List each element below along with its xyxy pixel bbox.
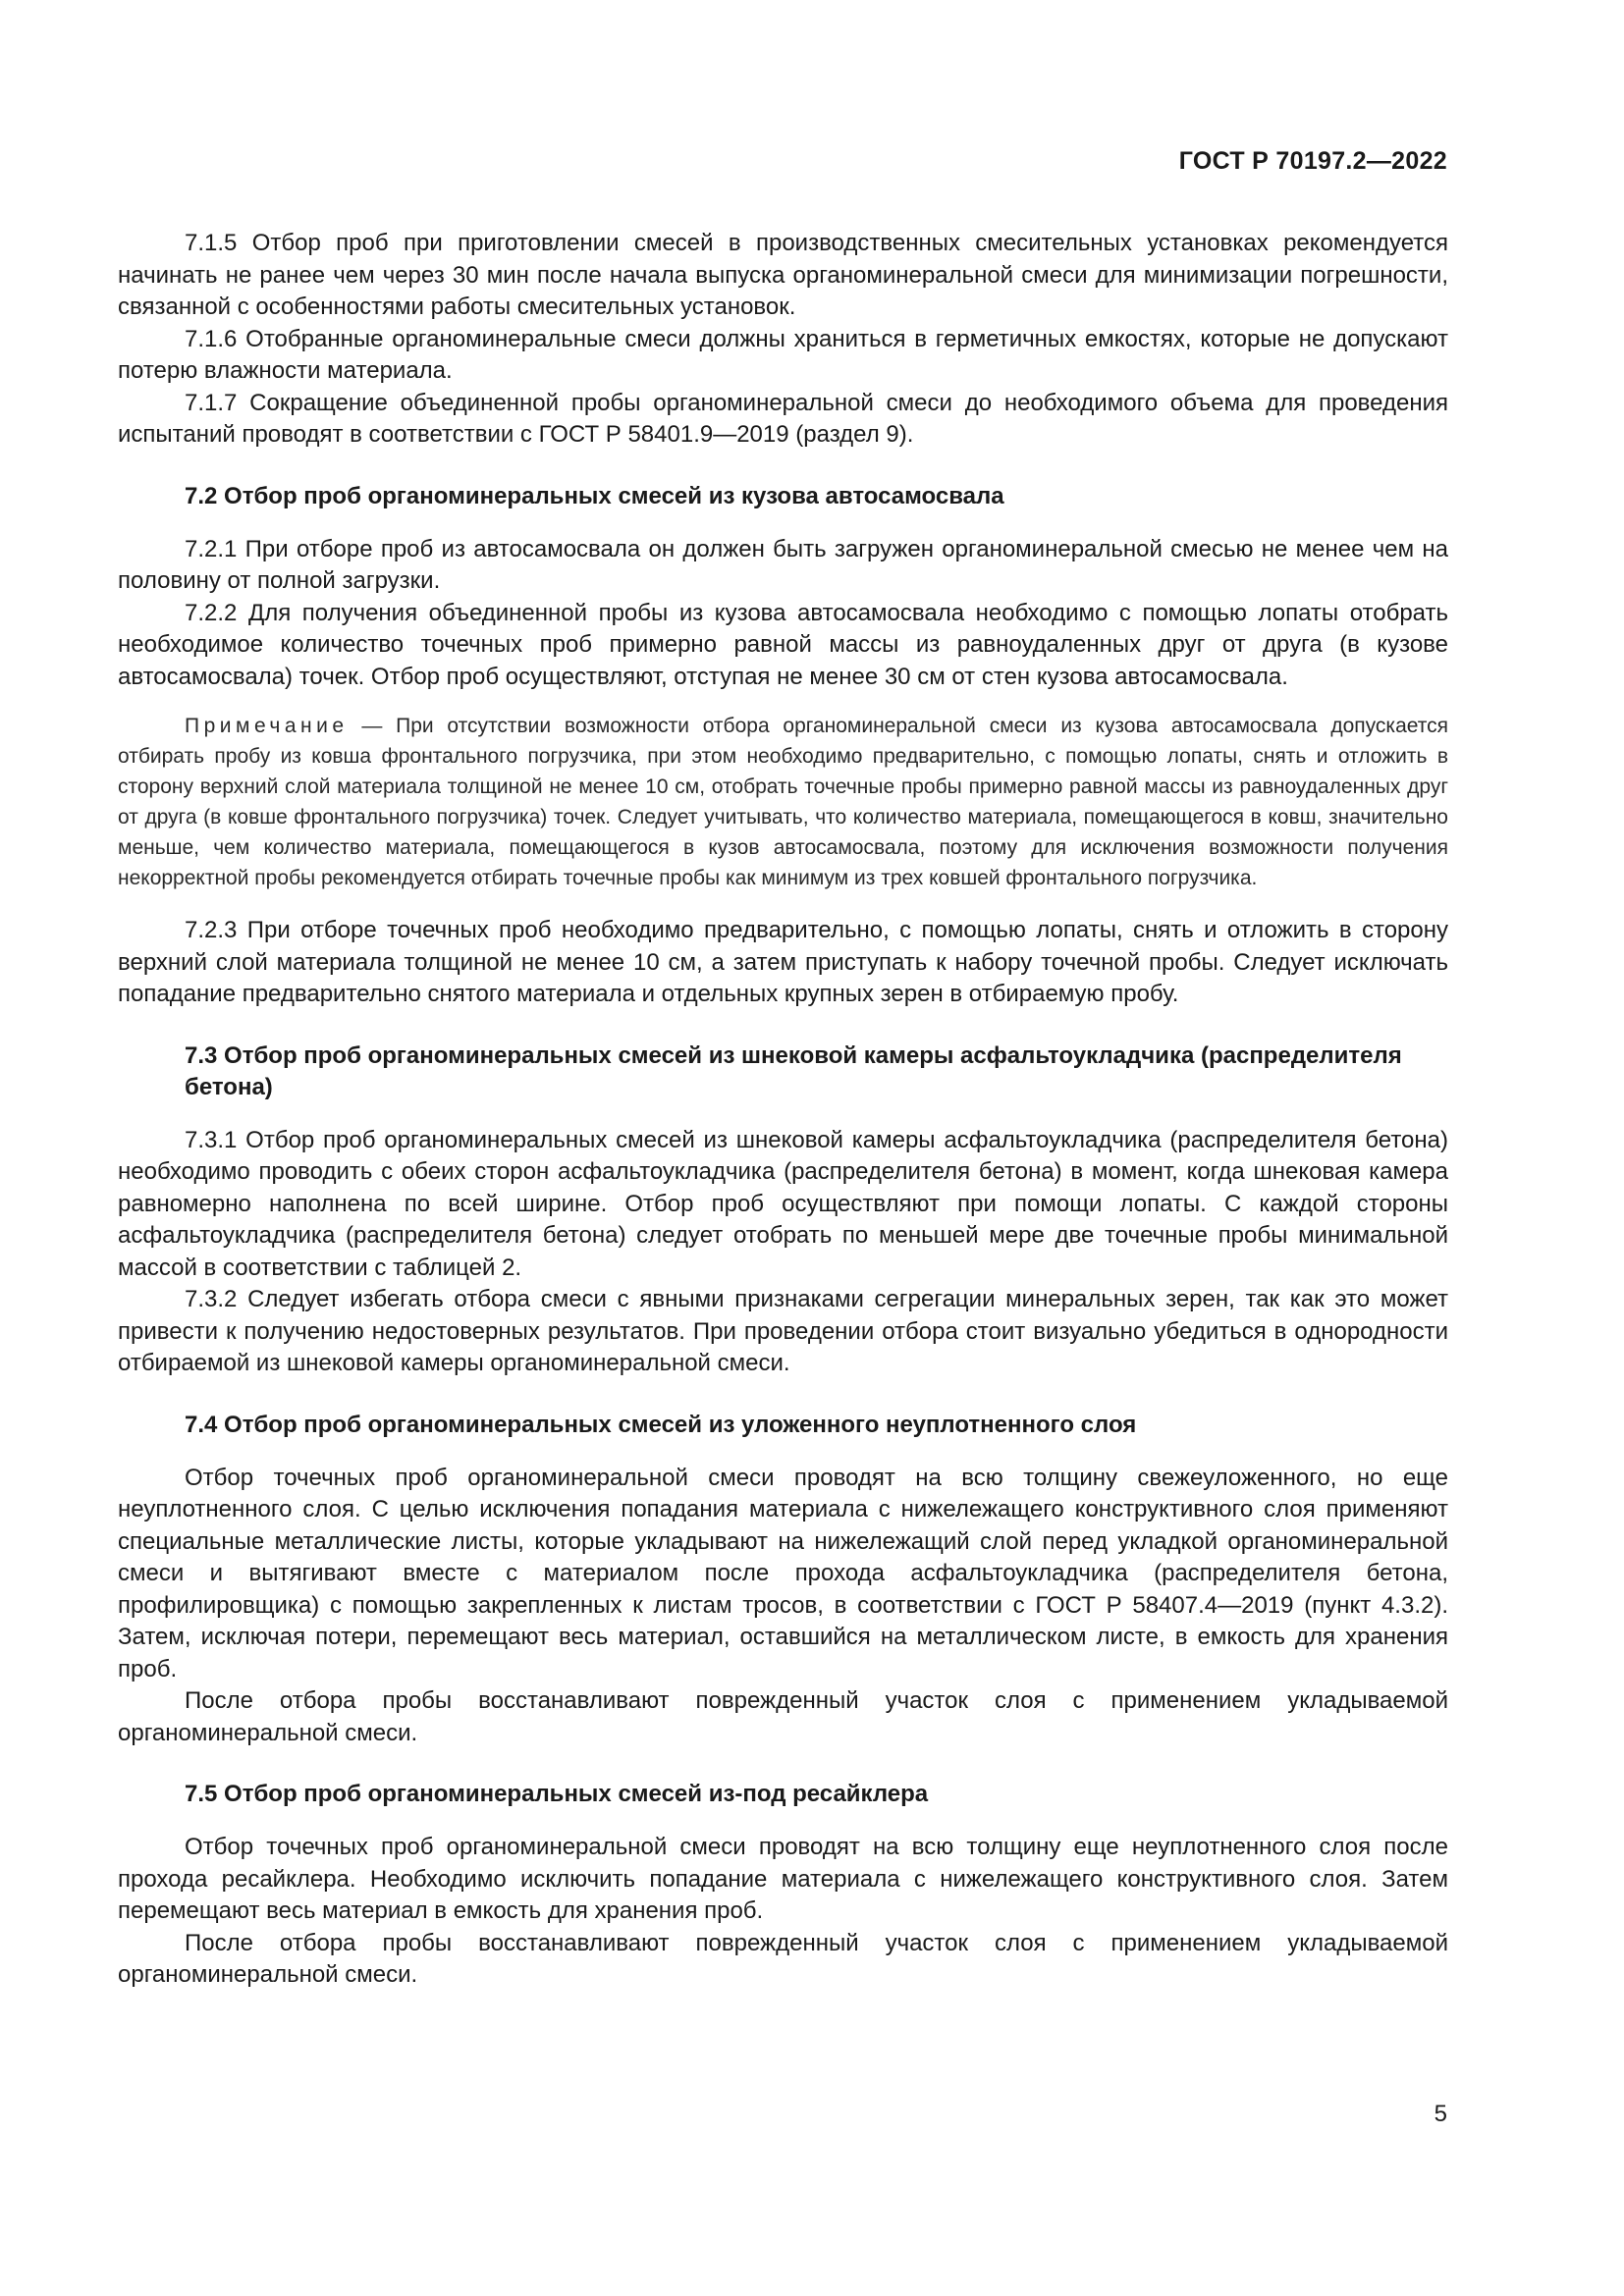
section-heading-7-4: 7.4 Отбор проб органоминеральных смесей из уложенного неуплотненного слоя	[185, 1411, 1137, 1438]
section-heading-7-3: 7.3 Отбор проб органоминеральных смесей из шнековой камеры асфальтоукладчика (распределителя бетона)	[185, 1041, 1402, 1100]
paragraph-7-1-5: 7.1.5 Отбор проб при приготовлении смесей в производственных смесительных установках рекомендуется начинать не ранее чем через 30 мин после начала выпуска органоминеральной смеси для минимизации погрешности, связанной с особенностями работы смесительных установок.	[118, 230, 1448, 320]
paragraph-7-3-2: 7.3.2 Следует избегать отбора смеси с явными признаками сегрегации минеральных зерен, так как это может привести к получению недостоверных результатов. При проведении отбора стоит визуально убедиться в однородности отбираемой из шнековой камеры органоминеральной смеси.	[118, 1286, 1448, 1376]
paragraph-7-3-1: 7.3.1 Отбор проб органоминеральных смесей из шнековой камеры асфальтоукладчика (распределителя бетона) необходимо проводить с обеих сторон асфальтоукладчика (распределителя бетона) в момент, когда шнековая камера равномерно наполнена по всей ширине. Отбор проб осуществляют при помощи лопаты. С каждой стороны асфальтоукладчика (распределителя бетона) следует отобрать по меньшей мере две точечные пробы минимальной массой в соответствии с таблицей 2.	[118, 1126, 1448, 1281]
paragraph-7-2-2: 7.2.2 Для получения объединенной пробы из кузова автосамосвала необходимо с помощью лопаты отобрать необходимое количество точечных проб примерно равной массы из равноудаленных друг от друга (в кузове автосамосвала) точек. Отбор проб осуществляют, отступая не менее 30 см от стен кузова автосамосвала.	[118, 599, 1448, 690]
paragraph-7-5-a: Отбор точечных проб органоминеральной смеси проводят на всю толщину еще неуплотненного слоя после прохода ресайклера. Необходимо исключить попадание материала с нижележащего конструктивного слоя. Затем перемещают весь материал в емкость для хранения проб.	[118, 1834, 1448, 1924]
page-content	[118, 228, 1448, 1992]
paragraph-7-4-b: После отбора пробы восстанавливают поврежденный участок слоя с применением укладываемой органоминеральной смеси.	[118, 1687, 1448, 1746]
page-number: 5	[1434, 2101, 1447, 2127]
document-code: ГОСТ Р 70197.2—2022	[1178, 147, 1447, 175]
section-heading-7-2: 7.2 Отбор проб органоминеральных смесей из кузова автосамосвала	[185, 482, 1004, 509]
section-heading-7-5: 7.5 Отбор проб органоминеральных смесей из-под ресайклера	[185, 1781, 929, 1807]
paragraph-7-1-7: 7.1.7 Сокращение объединенной пробы органоминеральной смеси до необходимого объема для проведения испытаний проводят в соответствии с ГОСТ Р 58401.9—2019 (раздел 9).	[118, 389, 1448, 448]
paragraph-7-4-a: Отбор точечных проб органоминеральной смеси проводят на всю толщину свежеуложенного, но еще неуплотненного слоя. С целью исключения попадания материала с нижележащего конструктивного слоя применяют специальные металлические листы, которые укладывают на нижележащий слой перед укладкой органоминеральной смеси и вытягивают вместе с материалом после прохода асфальтоукладчика (распределителя бетона, профилировщика) с помощью закрепленных к листам тросов, в соответствии с ГОСТ Р 58407.4—2019 (пункт 4.3.2). Затем, исключая потери, перемещают весь материал, оставшийся на металлическом листе, в емкость для хранения проб.	[118, 1464, 1448, 1682]
note	[118, 711, 1448, 893]
paragraph-7-1-6: 7.1.6 Отобранные органоминеральные смеси должны храниться в герметичных емкостях, которые не допускают потерю влажности материала.	[118, 325, 1448, 384]
note-label: Примечание	[185, 715, 349, 737]
paragraph-7-5-b: После отбора пробы восстанавливают поврежденный участок слоя с применением укладываемой органоминеральной смеси.	[118, 1929, 1448, 1988]
note-text: — При отсутствии возможности отбора органоминеральной смеси из кузова автосамосвала допускается отбирать пробу из ковша фронтального погрузчика, при этом необходимо предварительно, с помощью лопаты, снять и отложить в сторону верхний слой материала толщиной не менее 10 см, отобрать точечные пробы примерно равной массы из равноудаленных друг от друга (в ковше фронтального погрузчика) точек. Следует учитывать, что количество материала, помещающегося в ковш, значительно меньше, чем количество материала, помещающегося в кузов автосамосвала, поэтому для исключения возможности получения некорректной пробы рекомендуется отбирать точечные пробы как минимум из трех ковшей фронтального погрузчика.	[118, 715, 1448, 889]
paragraph-7-2-3: 7.2.3 При отборе точечных проб необходимо предварительно, с помощью лопаты, снять и отложить в сторону верхний слой материала толщиной не менее 10 см, а затем приступать к набору точечной пробы. Следует исключать попадание предварительно снятого материала и отдельных крупных зерен в отбираемую пробу.	[118, 917, 1448, 1007]
paragraph-7-2-1: 7.2.1 При отборе проб из автосамосвала он должен быть загружен органоминеральной смесью не менее чем на половину от полной загрузки.	[118, 535, 1448, 594]
